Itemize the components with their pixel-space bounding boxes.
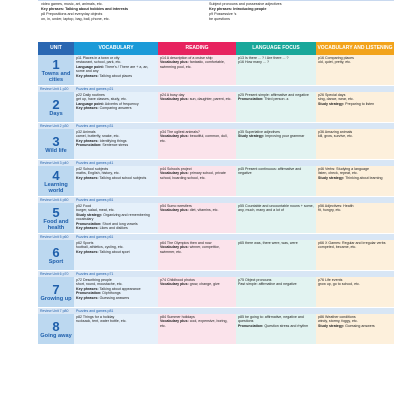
- top-left-line: Key phrases: Talking about hobbies and interests: [41, 7, 129, 11]
- vocabulary-cell-line: p42 School subjects: [76, 167, 109, 171]
- vocabulary-cell: [74, 55, 158, 85]
- reading-cell: [158, 166, 236, 196]
- top-right-line: Subject pronouns and possessive adjectives: [209, 2, 282, 6]
- table-header: [38, 42, 394, 55]
- vocabulary-cell-line: Key phrases: Talking about school subjects: [76, 175, 147, 180]
- reading-cell-line: p74 Childhood photos: [160, 278, 195, 282]
- header-language-focus: LANGUAGE FOCUS: [236, 42, 316, 55]
- reading-cell: [158, 240, 236, 270]
- reading-cell-line: Vocabulary plus: diet, vitamins, etc.: [160, 208, 219, 213]
- reading-cell: [158, 314, 236, 344]
- vocabulary-cell-line: Study strategy: Organizing and remembering vocabulary: [76, 212, 150, 222]
- language-focus-cell-line: p55 Countable and uncountable nouns + some, any, much, many and a lot of: [238, 204, 314, 213]
- language-focus-cell-line: p85 be going to: affirmative, negative and questions: [238, 315, 304, 324]
- review-label: Review Unit 6 p70: [40, 272, 69, 276]
- unit-number: 6: [52, 244, 60, 260]
- vocabulary-cell-line: Pronunciation: Diphthongs: [76, 291, 121, 296]
- puzzles-label: Puzzles and games p41: [76, 161, 114, 165]
- previous-units-strip: [38, 0, 394, 38]
- language-focus-cell-line: Past simple: affirmative and negative: [238, 282, 297, 287]
- unit-cell: [38, 203, 74, 233]
- header-vocabulary-listening: VOCABULARY AND LISTENING: [316, 42, 394, 55]
- unit-row: [38, 314, 394, 345]
- vocabulary-cell: [74, 277, 158, 307]
- vocabulary-cell-line: Key phrases: Talking about appearance: [76, 286, 141, 291]
- vocabulary-cell-line: Pronunciation: Sentence stress: [76, 143, 129, 148]
- reading-cell-line: p24 A busy day: [160, 93, 185, 97]
- language-focus-cell: [236, 314, 316, 344]
- vocabulary-cell-line: Language point: Adverbs of frequency: [76, 101, 139, 106]
- unit-number: 1: [52, 56, 60, 72]
- reading-cell: [158, 55, 236, 85]
- listening-cell-line: Study strategy: Thinking about learning: [318, 175, 383, 180]
- puzzles-label: Puzzles and games p71: [76, 272, 114, 276]
- puzzles-label: Puzzles and games p21: [76, 87, 114, 91]
- unit-name: Learning world: [44, 181, 68, 194]
- reading-cell-line: p64 The Olympics then and now: [160, 241, 212, 245]
- vocabulary-cell: [74, 92, 158, 122]
- language-focus-cell: [236, 166, 316, 196]
- unit-cell: [38, 277, 74, 307]
- unit-cell: [38, 314, 74, 344]
- listening-cell: [316, 240, 394, 270]
- listening-cell-line: p36 Amazing animals: [318, 130, 353, 134]
- unit-row: [38, 55, 394, 86]
- unit-cell: [38, 92, 74, 122]
- unit-row: [38, 203, 394, 234]
- listening-cell-line: kill, grow, survive, etc.: [318, 134, 353, 139]
- listening-cell: [316, 92, 394, 122]
- language-focus-cell-line: p65 there was, there were, was, were: [238, 241, 298, 245]
- vocabulary-cell-line: rucksack, tent, water bottle, etc.: [76, 319, 127, 324]
- listening-cell-line: p76 Life events: [318, 278, 343, 282]
- vocabulary-cell-line: p62 Sports: [76, 241, 94, 245]
- vocabulary-cell-line: Key phrases: Guessing answers: [76, 295, 130, 300]
- vocabulary-cell-line: p82 Things for a holiday: [76, 315, 115, 319]
- unit-number: 8: [52, 318, 60, 334]
- unit-number: 5: [52, 204, 60, 220]
- unit-row: [38, 240, 394, 271]
- language-focus-cell: [236, 92, 316, 122]
- top-right-line: p9 Possessive 's: [209, 12, 237, 16]
- language-focus-cell-line: Pronunciation: Question stress and rhythm: [238, 323, 309, 328]
- vocabulary-cell-line: p72 Describing people: [76, 278, 112, 282]
- vocabulary-cell-line: burger, salad, meat, etc.: [76, 208, 115, 213]
- header-vocabulary: VOCABULARY: [74, 42, 158, 55]
- vocabulary-cell-line: Key phrases: Comparing answers: [76, 106, 132, 111]
- reading-cell-line: Vocabulary plus: sun, daughter, parent, etc.: [160, 97, 232, 102]
- vocabulary-cell-line: camel, butterfly, snake, etc.: [76, 134, 120, 139]
- top-left-line: video games, music, art, animals, etc.: [41, 2, 103, 6]
- reading-cell: [158, 203, 236, 233]
- vocabulary-cell-line: football, athletics, cycling, etc.: [76, 245, 124, 250]
- contents-table: [38, 42, 394, 345]
- unit-name: Growing up: [40, 295, 72, 302]
- listening-cell-line: windy, stormy, foggy, etc.: [318, 319, 358, 324]
- unit-number: 3: [52, 133, 60, 149]
- language-focus-cell: [236, 277, 316, 307]
- listening-cell-line: p66 X Games: Regular and irregular verbs competed, became, etc.: [318, 241, 386, 250]
- language-focus-cell: [236, 203, 316, 233]
- vocabulary-cell-line: p32 Animals: [76, 130, 96, 134]
- puzzles-label: Puzzles and games p31: [76, 124, 114, 128]
- review-label: Review Unit 1 p20: [40, 87, 69, 91]
- review-label: Review Unit 2 p30: [40, 124, 69, 128]
- puzzles-label: Puzzles and games p61: [76, 235, 114, 239]
- vocabulary-cell-line: Key phrases: Talking about sport: [76, 249, 130, 254]
- vocabulary-cell-line: p22 Daily routines: [76, 93, 105, 97]
- vocabulary-cell-line: Key phrases: Identifying things: [76, 138, 127, 143]
- language-focus-cell-line: p45 Present continuous: affirmative and negative: [238, 167, 302, 176]
- vocabulary-cell: [74, 166, 158, 196]
- reading-cell-line: Vocabulary plus: primary school, private school, boarding school, etc.: [160, 171, 226, 180]
- reading-cell-line: p44 Schools project: [160, 167, 192, 171]
- listening-cell: [316, 277, 394, 307]
- language-focus-cell-line: Pronunciation: Third person -s: [238, 97, 289, 102]
- top-right-line: be questions: [209, 17, 230, 21]
- reading-cell-line: Vocabulary plus: beautiful, common, dull, etc.: [160, 134, 228, 143]
- vocabulary-cell: [74, 240, 158, 270]
- language-focus-cell-line: p16 How many ... ?: [238, 60, 269, 65]
- listening-cell-line: listen, check, repeat, etc.: [318, 171, 358, 176]
- reading-cell: [158, 129, 236, 159]
- vocabulary-cell-line: get up, have classes, study, etc.: [76, 97, 127, 102]
- listening-cell: [316, 129, 394, 159]
- language-focus-cell: [236, 129, 316, 159]
- unit-number: 4: [52, 167, 60, 183]
- top-right-line: Key phrases: Introducing people: [209, 7, 267, 11]
- unit-row: [38, 166, 394, 197]
- unit-number: 7: [52, 281, 60, 297]
- review-label: Review Unit 7 p80: [40, 309, 69, 313]
- listening-cell-line: p56 Adjectives: Health: [318, 204, 354, 208]
- reading-cell: [158, 277, 236, 307]
- language-focus-cell-line: p35 Superlative adjectives: [238, 130, 280, 134]
- language-focus-cell: [236, 55, 316, 85]
- vocabulary-cell: [74, 203, 158, 233]
- listening-cell-line: p46 Verbs: Studying a language: [318, 167, 369, 171]
- listening-cell-line: Study strategy: Preparing to listen: [318, 101, 375, 106]
- reading-cell: [158, 92, 236, 122]
- listening-cell-line: grow up, go to school, etc.: [318, 282, 360, 287]
- unit-number: 2: [52, 96, 60, 112]
- unit-cell: [38, 166, 74, 196]
- top-left-line: p8 Prepositions and everyday objects: [41, 12, 103, 16]
- vocabulary-cell-line: Key phrases: Talking about places: [76, 73, 133, 78]
- listening-cell-line: p86 Weather conditions: [318, 315, 356, 319]
- listening-cell-line: Study strategy: Guessing answers: [318, 323, 375, 328]
- unit-name: Days: [49, 110, 63, 117]
- vocabulary-cell: [74, 314, 158, 344]
- review-label: Review Unit 3 p40: [40, 161, 69, 165]
- language-focus-cell-line: p25 Present simple: affirmative and negative: [238, 93, 309, 97]
- unit-name: Sport: [48, 258, 64, 265]
- unit-name: Food and health: [43, 218, 69, 231]
- unit-name: Wild life: [45, 147, 67, 154]
- reading-cell-line: Vocabulary plus: fantastic, comfortable, swimming pool, etc.: [160, 60, 225, 69]
- vocabulary-cell-line: Pronunciation: Short and long vowels: [76, 221, 138, 226]
- puzzles-label: Puzzles and games p81: [76, 309, 114, 313]
- header-unit: UNIT: [38, 42, 74, 55]
- reading-cell-line: Vocabulary plus: winner, competitor, swimmer, etc.: [160, 245, 220, 254]
- unit-row: [38, 92, 394, 123]
- listening-cell-line: p26 Special days: [318, 93, 346, 97]
- unit-row: [38, 129, 394, 160]
- top-right-column: [206, 1, 394, 38]
- language-focus-cell: [236, 240, 316, 270]
- reading-cell-line: p34 The ugliest animals?: [160, 130, 200, 134]
- vocabulary-cell-line: Language point: There's / There are + a, an, some and any: [76, 64, 149, 74]
- top-left-line: on, in, under, laptop, bag, ball, phone, etc.: [41, 17, 110, 21]
- unit-cell: [38, 55, 74, 85]
- reading-cell-line: p84 Summer holidays: [160, 315, 195, 319]
- listening-cell-line: old, quiet, pretty, etc.: [318, 60, 352, 65]
- vocabulary-cell-line: maths, English, history, etc.: [76, 171, 120, 176]
- reading-cell-line: p14 A description of a cruise ship: [160, 56, 213, 60]
- unit-name: Going away: [40, 332, 72, 339]
- vocabulary-cell-line: p11 Places in a town or city: [76, 56, 120, 60]
- reading-cell-line: p54 Sumo wrestlers: [160, 204, 192, 208]
- listening-cell: [316, 314, 394, 344]
- unit-rows: [38, 55, 394, 345]
- language-focus-cell-line: p75 Object pronouns: [238, 278, 272, 282]
- listening-cell-line: sing, dance, wear, etc.: [318, 97, 354, 102]
- header-reading: READING: [158, 42, 236, 55]
- language-focus-cell-line: Study strategy: Improving your grammar: [238, 134, 305, 139]
- review-label: Review Unit 4 p50: [40, 198, 69, 202]
- unit-name: Towns and cities: [41, 70, 71, 83]
- reading-cell-line: Vocabulary plus: grow, change, give: [160, 282, 220, 287]
- vocabulary-cell-line: Key phrases: Likes and dislikes: [76, 226, 128, 231]
- listening-cell-line: fit, hungry, etc.: [318, 208, 342, 213]
- vocabulary-cell-line: restaurant, school, park, etc.: [76, 60, 122, 65]
- vocabulary-cell-line: p52 Food: [76, 204, 92, 208]
- review-label: Review Unit 5 p60: [40, 235, 69, 239]
- listening-cell: [316, 166, 394, 196]
- unit-cell: [38, 240, 74, 270]
- unit-cell: [38, 129, 74, 159]
- unit-row: [38, 277, 394, 308]
- listening-cell: [316, 203, 394, 233]
- top-left-column: [38, 1, 206, 38]
- reading-cell-line: Vocabulary plus: cool, expensive, boring, etc.: [160, 319, 228, 328]
- listening-cell: [316, 55, 394, 85]
- listening-cell-line: p16 Comparing places: [318, 56, 354, 60]
- vocabulary-cell-line: short, round, moustache, etc.: [76, 282, 123, 287]
- puzzles-label: Puzzles and games p51: [76, 198, 114, 202]
- language-focus-cell-line: p13 Is there ... ? / Are there ... ?: [238, 56, 289, 60]
- vocabulary-cell: [74, 129, 158, 159]
